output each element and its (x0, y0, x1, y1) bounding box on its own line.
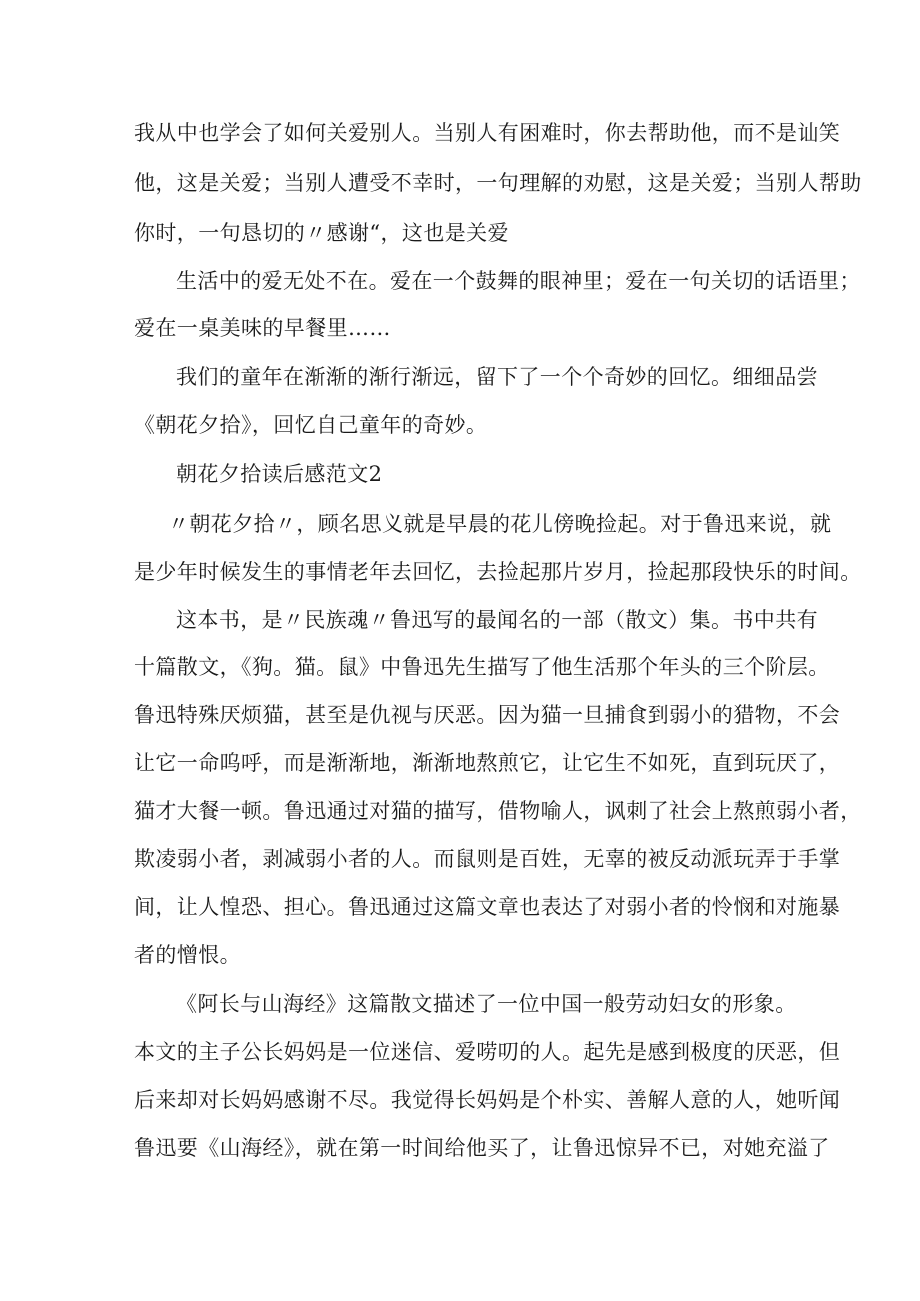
paragraph-7-line-2: 本文的主子公长妈妈是一位迷信、爱唠叨的人。起先是感到极度的厌恶，但 (134, 1040, 841, 1064)
paragraph-7-line-1: 《阿长与山海经》这篇散文描述了一位中国一般劳动妇女的形象。 (176, 992, 797, 1016)
paragraph-5-line-1: 〃朝花夕拾〃，顾名思义就是早晨的花儿傍晚捡起。对于鲁迅来说，就 (168, 512, 832, 536)
paragraph-2-line-2: 爱在一桌美味的早餐里…… (134, 316, 391, 340)
paragraph-3-line-1: 我们的童年在渐渐的渐行渐远，留下了一个个奇妙的回忆。细细品尝 (176, 365, 818, 389)
paragraph-6-line-1: 这本书，是〃民族魂〃鲁迅写的最闻名的一部（散文）集。书中共有 (176, 608, 818, 632)
paragraph-7-line-3: 后来却对长妈妈感谢不尽。我觉得长妈妈是个朴实、善解人意的人，她听闻 (134, 1088, 841, 1112)
paragraph-6-line-8: 者的憎恨。 (134, 943, 241, 967)
paragraph-3-line-2: 《朝花夕拾》，回忆自己童年的奇妙。 (134, 413, 488, 437)
paragraph-2-line-1: 生活中的爱无处不在。爱在一个鼓舞的眼神里；爱在一句关切的话语里； (176, 269, 861, 293)
paragraph-1-line-3: 你时，一句恳切的〃感谢“，这也是关爱 (134, 221, 509, 245)
paragraph-6-line-4: 让它一命呜呼，而是渐渐地，渐渐地熬煎它，让它生不如死，直到玩厌了， (134, 751, 841, 775)
paragraph-6-line-2: 十篇散文，《狗。猫。鼠》中鲁迅先生描写了他生活那个年头的三个阶层。 (134, 655, 830, 679)
section-heading: 朝花夕拾读后感范文2 (176, 462, 383, 486)
paragraph-6-line-7: 间，让人惶恐、担心。鲁迅通过这篇文章也表达了对弱小者的怜悯和对施暴 (134, 895, 841, 919)
paragraph-5-line-2: 是少年时候发生的事情老年去回忆，去捡起那片岁月，捡起那段快乐的时间。 (134, 560, 862, 584)
paragraph-1-line-1: 我从中也学会了如何关爱别人。当别人有困难时，你去帮助他，而不是讪笑 (134, 121, 841, 145)
paragraph-6-line-5: 猫才大餐一顿。鲁迅通过对猫的描写，借物喻人，讽刺了社会上熬煎弱小者， (134, 799, 862, 823)
paragraph-7-line-4: 鲁迅要《山海经》，就在第一时间给他买了，让鲁迅惊异不已，对她充溢了 (134, 1136, 830, 1160)
paragraph-6-line-3: 鲁迅特殊厌烦猫，甚至是仇视与厌恶。因为猫一旦捕食到弱小的猎物，不会 (134, 703, 841, 727)
paragraph-1-line-2: 他，这是关爱；当别人遭受不幸时，一句理解的劝慰，这是关爱；当别人帮助 (134, 171, 862, 195)
paragraph-6-line-6: 欺凌弱小者，剥减弱小者的人。而鼠则是百姓，无辜的被反动派玩弄于手掌 (134, 847, 841, 871)
